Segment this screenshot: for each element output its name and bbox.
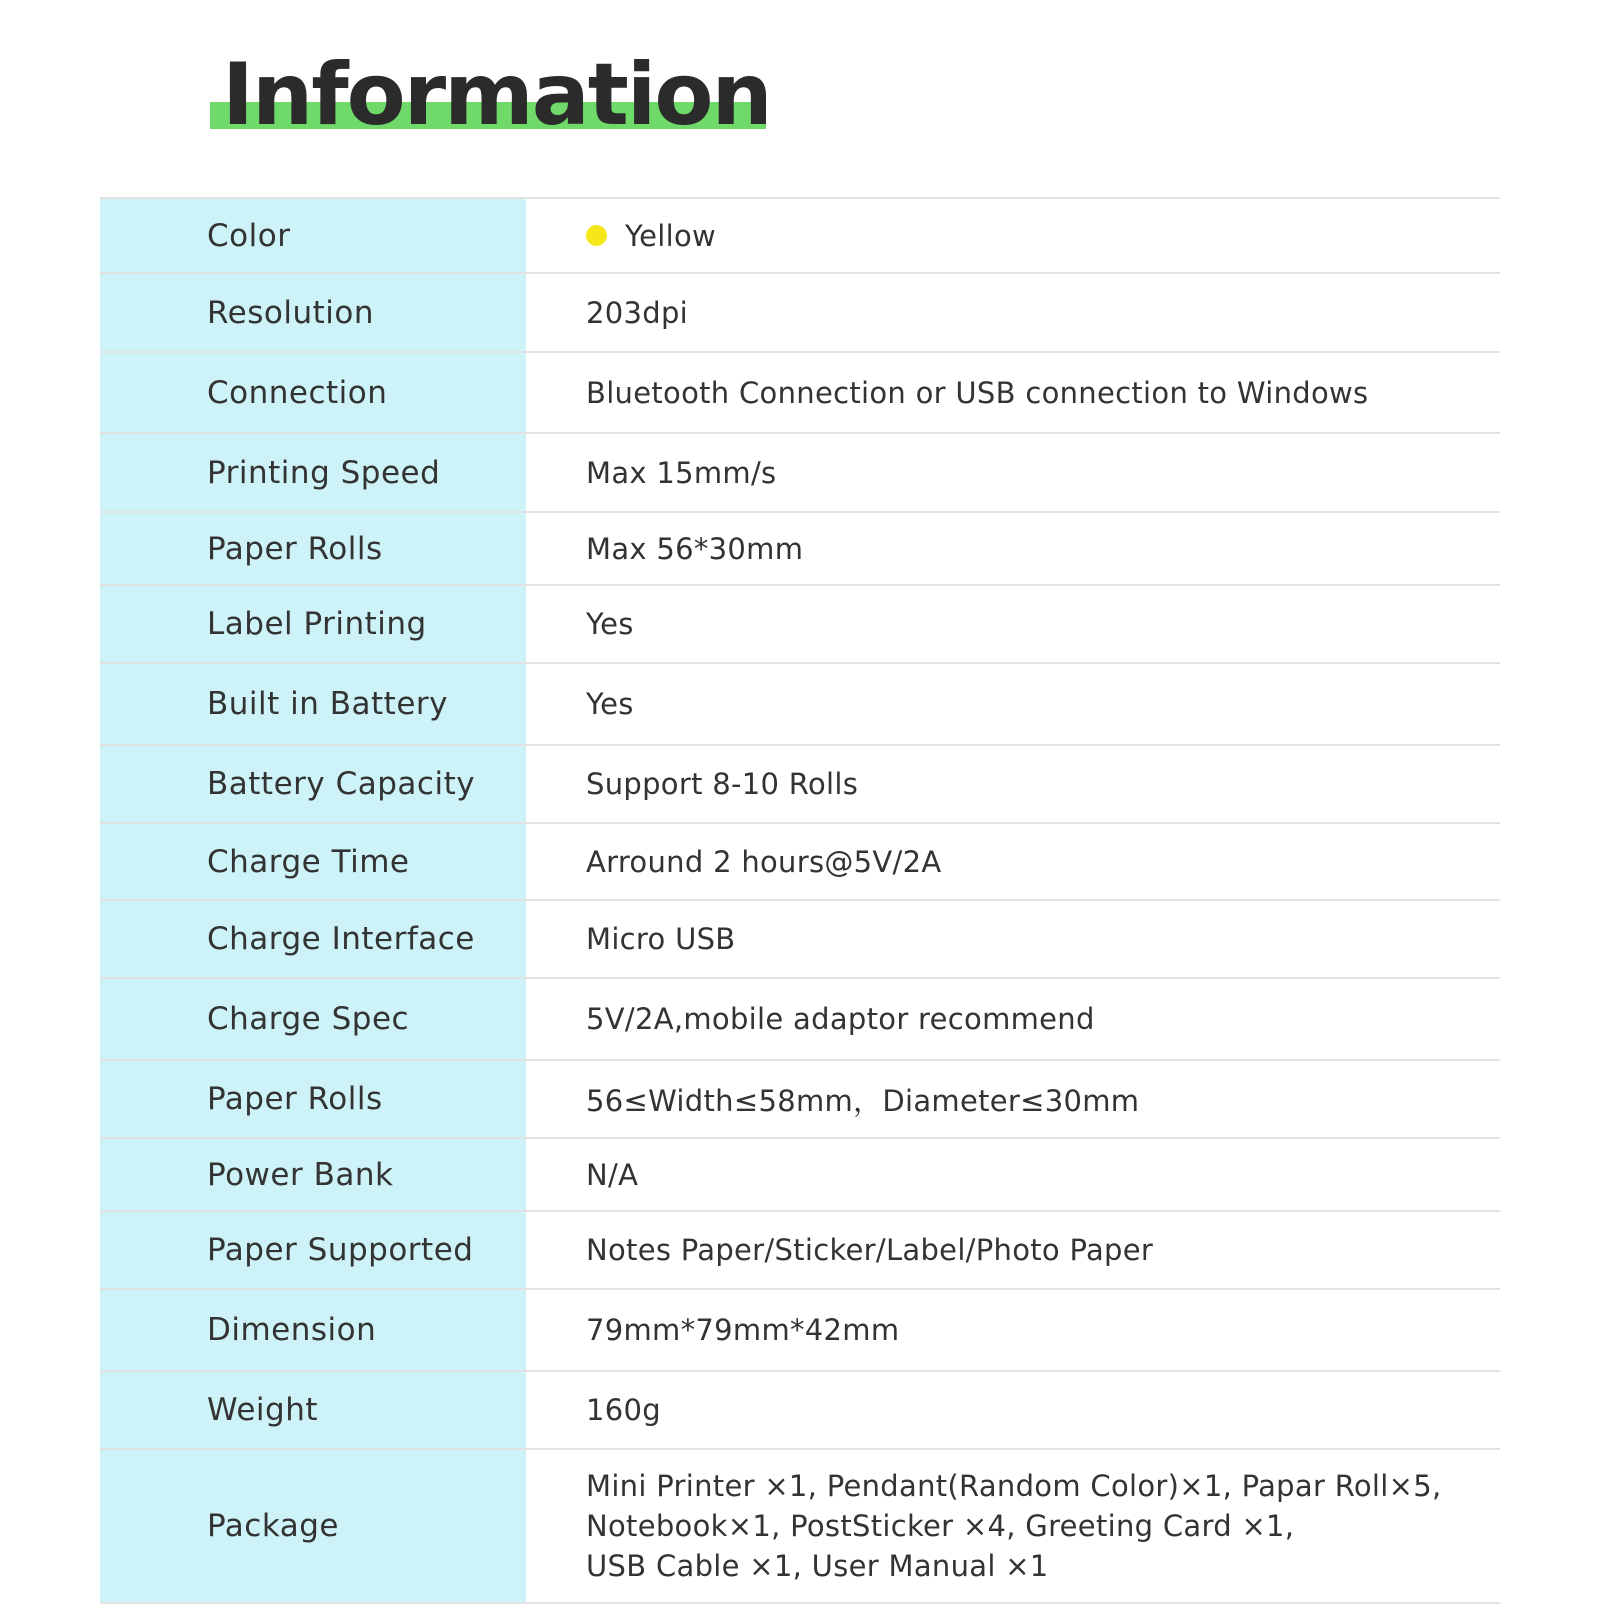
table-row [100,1450,1500,1604]
spec-label: Charge Interface [100,901,526,977]
spec-value: Support 8-10 Rolls [586,767,859,801]
spec-label: Package [100,1450,526,1602]
spec-value [526,199,1500,272]
package-line: Mini Printer ×1, Pendant(Random Color)×1, Papar Roll×5, [586,1469,1442,1503]
spec-label: Weight [100,1372,526,1448]
spec-value: Yes [586,607,634,641]
table-row [100,513,1500,586]
spec-label: Built in Battery [100,664,526,744]
spec-value: 5V/2A,mobile adaptor recommend [586,1002,1095,1036]
spec-label: Dimension [100,1290,526,1370]
spec-label: Power Bank [100,1139,526,1210]
table-row [100,586,1500,664]
yellow-dot-icon [586,225,607,246]
spec-label: Paper Rolls [100,513,526,584]
spec-label: Paper Supported [100,1212,526,1288]
spec-value [526,1450,1500,1602]
spec-value: Max 56*30mm [586,531,804,566]
spec-value: Micro USB [586,922,736,956]
spec-value: 203dpi [586,295,689,330]
table-row [100,824,1500,901]
package-line: Notebook×1, PostSticker ×4, Greeting Card ×1, [586,1509,1295,1543]
package-contents [586,1466,1441,1586]
spec-label: Connection [100,353,526,432]
spec-label: Color [100,199,526,272]
spec-label: Resolution [100,274,526,351]
table-row [100,1212,1500,1290]
spec-value: 160g [586,1393,661,1427]
table-row [100,1139,1500,1212]
spec-value: 56≤Width≤58mm，Diameter≤30mm [586,1083,1140,1118]
table-row [100,199,1500,274]
spec-label: Paper Rolls [100,1061,526,1137]
package-line: USB Cable ×1, User Manual ×1 [586,1549,1049,1583]
spec-value: 79mm*79mm*42mm [586,1313,900,1347]
table-row [100,1061,1500,1139]
table-row [100,353,1500,434]
table-row [100,1372,1500,1450]
table-row [100,664,1500,746]
spec-label: Label Printing [100,586,526,662]
spec-label: Battery Capacity [100,746,526,822]
table-row [100,1290,1500,1372]
page-title: Information [222,45,771,145]
spec-value: N/A [586,1157,639,1192]
spec-value: Yes [586,687,634,721]
spec-value-text: Yellow [625,218,717,253]
table-row [100,746,1500,824]
spec-label: Charge Time [100,824,526,899]
spec-table [100,197,1500,1604]
spec-value: Arround 2 hours@5V/2A [586,844,942,879]
table-row [100,274,1500,353]
page-title-block [210,45,771,145]
table-row [100,979,1500,1061]
spec-label: Charge Spec [100,979,526,1059]
spec-value: Max 15mm/s [586,455,777,490]
spec-value: Bluetooth Connection or USB connection to Windows [586,375,1369,410]
table-row [100,901,1500,979]
spec-value: Notes Paper/Sticker/Label/Photo Paper [586,1233,1154,1267]
spec-label: Printing Speed [100,434,526,511]
table-row [100,434,1500,513]
